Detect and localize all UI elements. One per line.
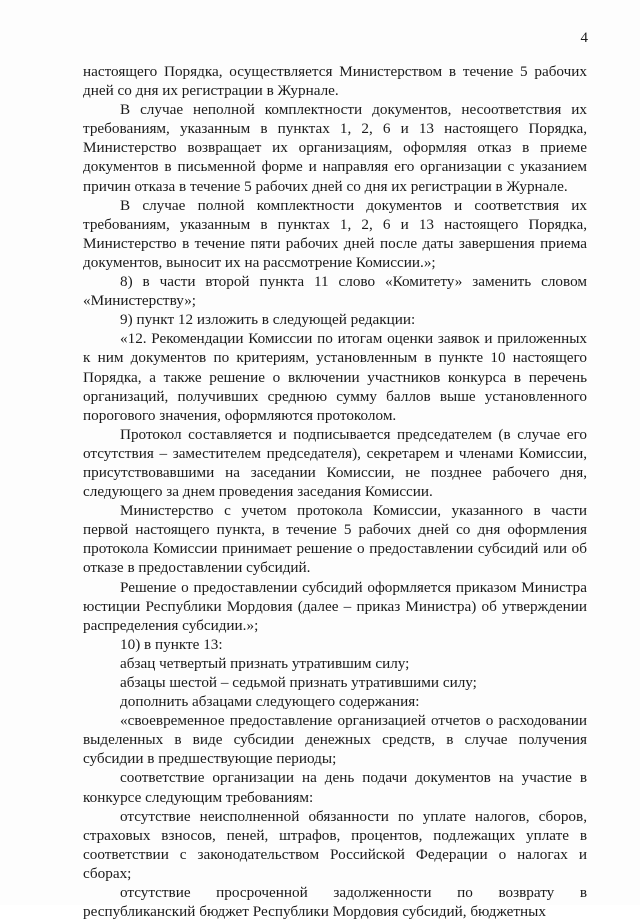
paragraph: 8) в части второй пункта 11 слово «Комитету» заменить словом «Министерству»; [83, 273, 587, 310]
paragraph: «12. Рекомендации Комиссии по итогам оценки заявок и приложенных к ним документов по критериям, установленным в пункте 10 настоящего Порядка, а также решение о включении участников конкурса в перечень организаций, получивших среднюю сумму баллов выше установленного порогового значения, оформляются протоколом. [83, 330, 587, 424]
paragraph: дополнить абзацами следующего содержания: [120, 693, 420, 711]
paragraph: «своевременное предоставление организацией отчетов о расходовании выделенных в виде субсидии денежных средств, в случае получения субсидии в предшествующие периоды; [83, 712, 587, 768]
paragraph: 10) в пункте 13: [120, 635, 223, 653]
paragraph: Министерство с учетом протокола Комиссии, указанного в части первой настоящего пункта, в течение 5 рабочих дней со дня оформления протокола Комиссии принимает решение о предоставлении субсидий или об отказе в предоставлении субсидий. [83, 502, 587, 577]
paragraph: абзац четвертый признать утратившим силу; [120, 654, 410, 672]
paragraph: отсутствие неисполненной обязанности по уплате налогов, сборов, страховых взносов, пеней, штрафов, процентов, подлежащих уплате в соответствии с законодательством Российской Федерации о налогах и сборах; [83, 807, 587, 882]
paragraph: отсутствие просроченной задолженности по возврату в республиканский бюджет Республики Мордовия субсидий, бюджетных [83, 884, 587, 921]
paragraph: абзацы шестой – седьмой признать утратившими силу; [120, 674, 477, 691]
paragraph: В случае полной комплектности документов и соответствия их требованиям, указанным в пунктах 1, 2, 6 и 13 настоящего Порядка, Министерство в течение пяти рабочих дней после даты завершения приема документов, выносит их на рассмотрение Комиссии.»; [83, 196, 587, 271]
document-body [83, 62, 587, 921]
paragraph: 9) пункт 12 изложить в следующей редакции: [120, 311, 416, 329]
paragraph: В случае неполной комплектности документов, несоответствия их требованиям, указанным в пунктах 1, 2, 6 и 13 настоящего Порядка, Министерство возвращает их организациям, оформляя отказ в приеме документов в письменной форме и направляя его организации с указанием причин отказа в течение 5 рабочих дней со дня их регистрации в Журнале. [83, 101, 587, 195]
paragraph: соответствие организации на день подачи документов на участие в конкурсе следующим требованиям: [83, 769, 587, 806]
paragraph: Решение о предоставлении субсидий оформляется приказом Министра юстиции Республики Мордовия (далее – приказ Министра) об утверждении распределения субсидии.»; [83, 578, 587, 634]
page-number: 4 [580, 30, 588, 46]
paragraph: Протокол составляется и подписывается председателем (в случае его отсутствия – заместителем председателя), секретарем и членами Комиссии, присутствовавшими на заседании Комиссии, не позднее рабочего дня, следующего за днем проведения заседания Комиссии. [83, 425, 587, 501]
paragraph: настоящего Порядка, осуществляется Министерством в течение 5 рабочих дней со дня их регистрации в Журнале. [83, 63, 587, 100]
